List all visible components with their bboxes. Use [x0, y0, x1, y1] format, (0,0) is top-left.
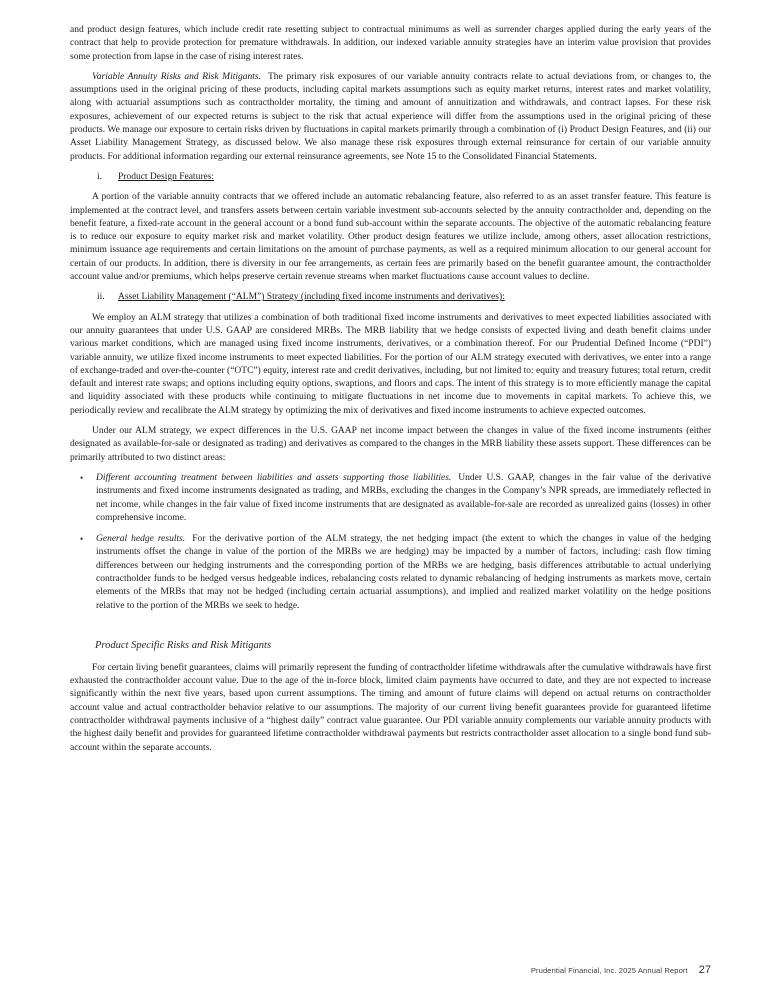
paragraph-product-specific-risks: For certain living benefit guarantees, claims will primarily represent the funding of contractholder lifetime withdrawals after the cumulative withdrawals have first exhausted the contractholder account value. Due to the age of the in-force block, limited claim payments have occurred to date, and they are not expected to increase significantly within the next five years, based upon current assumptions. The timing and amount of future claims will depend on actual returns on contractholder account value and actual contractholder behavior relative to our assumptions. The majority of our current living benefit guarantees provide for guaranteed lifetime contractholder withdrawal payments inclusive of a “highest daily” contract value guarantee. Our PDI variable annuity complements our variable annuity products with the highest daily benefit and provides for guaranteed lifetime contractholder withdrawal payments but restricts contractholder asset allocation to a single bond fund sub-account within the separate accounts. — [70, 662, 711, 753]
paragraph-alm-strategy-1: We employ an ALM strategy that utilizes a combination of both traditional fixed income instruments and derivatives to meet expected liabilities associated with our annuity guarantees that under U.S. GAAP are considered MRBs. The MRB liability that we hedge consists of expected living and death benefit claims under various market conditions, which are managed using fixed income instruments, derivatives, or a combination thereof. For our Prudential Defined Income (“PDI”) variable annuity, we utilize fixed income instruments to meet expected liabilities. For the portion of our ALM strategy executed with derivatives, we enter into a range of exchange-traded and over-the-counter (“OTC”) equity, interest rate and credit derivatives, including, but not limited to: equity and treasury futures; total return, credit default and interest rate swaps; and options including equity options, swaptions, and floors and caps. The intent of this strategy is to more efficiently manage the capital and liquidity associated with these products while continuing to mitigate fluctuations in net income due to movements in capital markets. To achieve this, we periodically review and recalibrate the ALM strategy by optimizing the mix of derivatives and fixed income instruments to achieve expected outcomes. — [70, 312, 711, 416]
heading-product-specific-risks: Product Specific Risks and Risk Mitigants — [95, 639, 272, 651]
heading-number-i: i. — [97, 171, 103, 182]
heading-label-alm-strategy: Asset Liability Management (“ALM”) Strategy (including fixed income instruments and derivatives): — [118, 292, 505, 303]
page-body-text — [70, 24, 711, 762]
paragraph-alm-strategy-2: Under our ALM strategy, we expect differences in the U.S. GAAP net income impact between the changes in value of the fixed income instruments (either designated as available-for-sale or designated as trading) and derivatives as compared to the changes in the MRB liability these assets support. These differences can be primarily attributed to two distinct areas: — [70, 426, 711, 463]
bullet-marker: • — [80, 534, 84, 545]
heading-product-design-features — [70, 171, 711, 184]
heading-alm-strategy — [70, 291, 711, 304]
bullet-general-hedge-body: For the derivative portion of the ALM strategy, the net hedging impact (the extent to which the changes in value of the hedging instruments offset the change in value of the portion of the MRBs we are hedging) may be impacted by a number of factors, including: cash flow timing differences between our hedging instruments and the corresponding portion of the MRBs we are hedging, basis differences attributable to actual underlying contractholder funds to be hedged versus hedgeable indices, rebalancing costs related to dynamic rebalancing of hedging instruments as markets move, certain elements of the MRBs that may not be hedged (including certain actuarial assumptions), and implied and realized market volatility on the hedge positions relative to the portion of the MRBs we seek to hedge. — [96, 534, 711, 611]
bullet-marker: • — [80, 472, 84, 483]
heading-number-ii: ii. — [97, 292, 105, 303]
variable-annuity-risks-lead: Variable Annuity Risks and Risk Mitigants. — [92, 71, 261, 82]
footer-page-number: 27 — [698, 964, 711, 976]
heading-label-product-design: Product Design Features: — [118, 171, 215, 182]
page-footer — [531, 964, 711, 976]
paragraph-intro-continuation: and product design features, which include credit rate resetting subject to contractual minimums as well as surrender charges applied during the early years of the contract that help to provide protection for premature withdrawals. In addition, our indexed variable annuity strategies have an interim value provision that provides some protection from lapse in the case of rising interest rates. — [70, 25, 711, 62]
bullet-accounting-treatment-lead: Different accounting treatment between liabilities and assets supporting those liabilities. — [96, 472, 452, 483]
variable-annuity-risks-body: The primary risk exposures of our variable annuity contracts relate to actual deviations from, or changes to, the assumptions used in the original pricing of these products, including capital markets assumptions such as equity market returns, interest rates and market volatility, along with actuarial assumptions such as contractholder mortality, the timing and amount of annuitization and withdrawals, and contract lapses. For these risk exposures, achievement of our expected returns is subject to the risk that actual experience will differ from the assumptions used in the original pricing of these products. We manage our exposure to certain risks driven by fluctuations in capital markets primarily through a combination of (i) Product Design Features, and (ii) our Asset Liability Management Strategy, as discussed below. We also manage these risk exposures through external reinsurance for certain of our variable annuity products. For additional information regarding our external reinsurance agreements, see Note 15 to the Consolidated Financial Statements. — [70, 71, 711, 162]
paragraph-product-design: A portion of the variable annuity contracts that we offered include an automatic rebalancing feature, also referred to as an asset transfer feature. This feature is implemented at the contract level, and transfers assets between certain variable investment sub-accounts selected by the annuity contractholder and, depending on the benefit feature, a fixed-rate account in the general account or a bond fund sub-account within the separate accounts. The objective of the automatic rebalancing feature is to reduce our exposure to equity market risk and market volatility. Other product design features we utilize include, among others, asset allocation restrictions, minimum issuance age requirements and certain limitations on the amount of purchase payments, as well as a required minimum allocation to our general account for certain of our products. In addition, there is diversity in our fee arrangements, as certain fees are primarily based on the benefit guarantee amount, the contractholder account value and/or premiums, which helps preserve certain revenue streams when market fluctuations cause account values to decline. — [70, 192, 711, 283]
bullet-general-hedge-results — [70, 533, 711, 613]
bullet-accounting-treatment — [70, 472, 711, 525]
paragraph-variable-annuity-risks — [70, 71, 711, 164]
bullet-general-hedge-lead: General hedge results. — [96, 534, 186, 545]
bullet-accounting-treatment-body: Under U.S. GAAP, changes in the fair value of the derivative instruments and fixed income instruments designated as trading, and MRBs, excluding the changes in the Company’s NPR spreads, are immediately reflected in net income, while changes in the fair value of fixed income instruments that are designated as available-for-sale are recorded as unrealized gains (losses) in other comprehensive income. — [96, 472, 711, 523]
footer-report-title: Prudential Financial, Inc. 2025 Annual Report — [530, 966, 688, 975]
